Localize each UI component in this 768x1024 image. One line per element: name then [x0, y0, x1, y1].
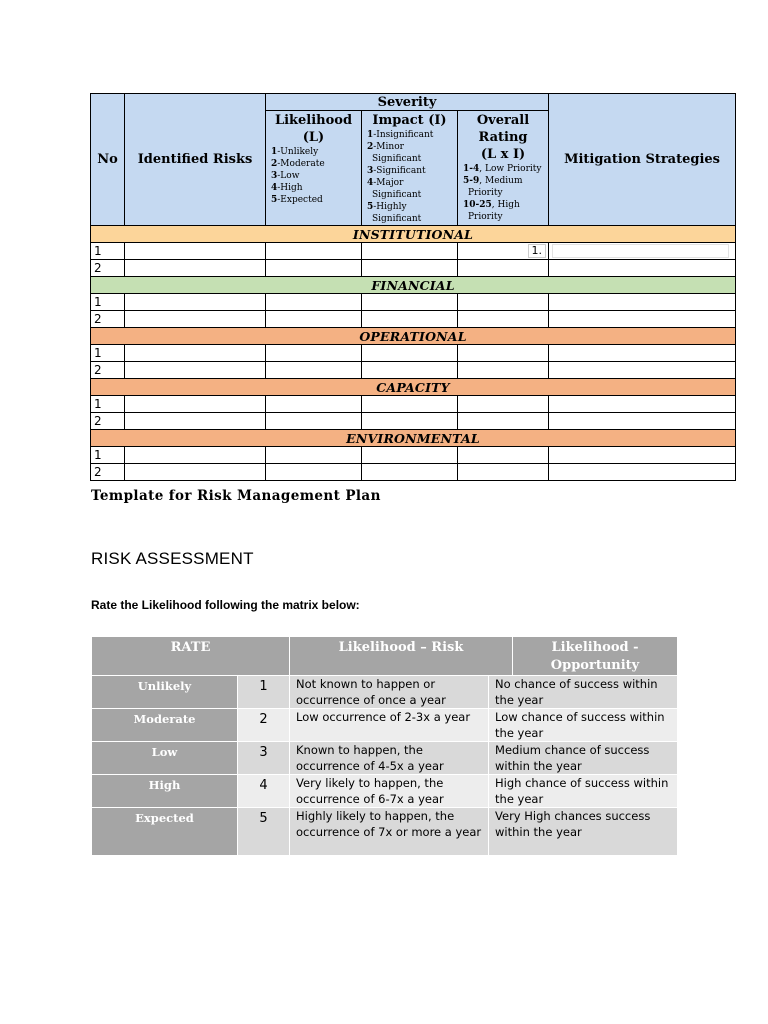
risk-row — [91, 243, 736, 260]
empty-cell[interactable] — [125, 413, 266, 430]
header-impact — [362, 111, 458, 226]
empty-cell[interactable] — [266, 260, 362, 277]
likelihood-scale-label: -Expected — [277, 195, 323, 205]
row-number: 1 — [91, 243, 125, 260]
impact-scale-label: Significant — [372, 214, 422, 224]
empty-cell[interactable] — [125, 243, 266, 260]
impact-scale-item — [367, 141, 457, 153]
input-placeholder-box[interactable] — [552, 244, 729, 258]
category-row — [91, 328, 736, 345]
rate-number: 1 — [238, 676, 290, 709]
likelihood-scale — [266, 146, 361, 206]
opportunity-description: Medium chance of success within the year — [489, 742, 678, 775]
overall-scale-label: , Low Priority — [479, 164, 542, 174]
overall-scale-item — [463, 163, 548, 175]
risk-row — [91, 396, 736, 413]
impact-scale-label: Significant — [372, 154, 422, 164]
category-label: FINANCIAL — [91, 277, 736, 294]
empty-cell[interactable] — [549, 464, 736, 481]
empty-cell[interactable] — [549, 362, 736, 379]
empty-cell[interactable] — [458, 447, 549, 464]
category-label: ENVIRONMENTAL — [91, 430, 736, 447]
likelihood-scale-num: 1 — [271, 147, 278, 157]
empty-cell[interactable] — [458, 243, 549, 260]
empty-cell[interactable] — [266, 294, 362, 311]
empty-cell[interactable] — [125, 311, 266, 328]
impact-scale-item — [367, 201, 457, 213]
empty-cell[interactable] — [266, 464, 362, 481]
empty-cell[interactable] — [458, 413, 549, 430]
row-number: 1 — [91, 396, 125, 413]
matrix-row — [92, 676, 678, 709]
empty-cell[interactable] — [362, 311, 458, 328]
impact-scale-item — [367, 153, 457, 165]
empty-cell[interactable] — [549, 260, 736, 277]
likelihood-title: Likelihood — [274, 113, 353, 128]
impact-scale-item — [367, 165, 457, 177]
header-overall-rating — [458, 111, 549, 226]
risk-description: Very likely to happen, the occurrence of 6-7x a year — [290, 775, 489, 808]
category-label: CAPACITY — [91, 379, 736, 396]
row-number: 1 — [91, 447, 125, 464]
impact-scale-label: -Major — [373, 178, 404, 188]
empty-cell[interactable] — [266, 311, 362, 328]
impact-scale-label: Significant — [372, 190, 422, 200]
risk-description: Highly likely to happen, the occurrence of 7x or more a year — [290, 808, 489, 856]
likelihood-scale-item — [271, 146, 361, 158]
empty-cell[interactable] — [125, 396, 266, 413]
empty-cell[interactable] — [125, 362, 266, 379]
table-caption: Template for Risk Management Plan — [91, 488, 381, 504]
risk-row — [91, 413, 736, 430]
overall-scale — [458, 163, 548, 223]
rate-label: Low — [92, 742, 238, 775]
empty-cell[interactable] — [362, 413, 458, 430]
empty-cell[interactable] — [362, 243, 458, 260]
empty-cell[interactable] — [458, 396, 549, 413]
overall-scale-label: , High — [491, 200, 520, 210]
overall-scale-item — [463, 211, 548, 223]
category-row — [91, 277, 736, 294]
intro-text: Rate the Likelihood following the matrix below: — [91, 598, 360, 612]
rate-label: Expected — [92, 808, 238, 856]
empty-cell[interactable] — [125, 345, 266, 362]
risk-management-table — [90, 93, 736, 481]
empty-cell[interactable] — [266, 396, 362, 413]
risk-row — [91, 464, 736, 481]
overall-scale-label: Priority — [468, 212, 503, 222]
impact-scale-label: -Highly — [373, 202, 407, 212]
impact-scale-item — [367, 213, 457, 225]
matrix-row — [92, 742, 678, 775]
matrix-row — [92, 775, 678, 808]
row-number: 1 — [91, 294, 125, 311]
row-number: 2 — [91, 413, 125, 430]
matrix-header-group — [290, 637, 678, 676]
likelihood-scale-item — [271, 194, 361, 206]
matrix-header-risk: Likelihood – Risk — [338, 640, 464, 655]
rate-label: Moderate — [92, 709, 238, 742]
row-number: 2 — [91, 260, 125, 277]
empty-cell[interactable] — [362, 294, 458, 311]
impact-scale-item — [367, 129, 457, 141]
impact-scale-num: 2 — [367, 142, 374, 152]
likelihood-scale-label: -Low — [277, 171, 300, 181]
risk-row — [91, 345, 736, 362]
likelihood-matrix — [91, 636, 678, 856]
likelihood-scale-item — [271, 182, 361, 194]
section-title: RISK ASSESSMENT — [91, 549, 254, 568]
empty-cell[interactable] — [266, 413, 362, 430]
empty-cell[interactable] — [458, 464, 549, 481]
impact-scale — [362, 129, 457, 225]
impact-scale-item — [367, 189, 457, 201]
matrix-header-rate: RATE — [92, 637, 290, 676]
rate-number: 3 — [238, 742, 290, 775]
category-label: INSTITUTIONAL — [91, 226, 736, 243]
likelihood-scale-label: -Moderate — [277, 159, 325, 169]
likelihood-scale-num: 2 — [271, 159, 278, 169]
empty-cell[interactable] — [549, 447, 736, 464]
impact-scale-item — [367, 177, 457, 189]
likelihood-scale-label: -Unlikely — [277, 147, 319, 157]
empty-cell[interactable] — [458, 311, 549, 328]
risk-row — [91, 260, 736, 277]
empty-cell[interactable] — [549, 294, 736, 311]
likelihood-scale-num: 5 — [271, 195, 278, 205]
empty-cell[interactable] — [362, 447, 458, 464]
risk-row — [91, 447, 736, 464]
matrix-row — [92, 709, 678, 742]
row-number: 2 — [91, 311, 125, 328]
rate-label: Unlikely — [92, 676, 238, 709]
likelihood-scale-item — [271, 170, 361, 182]
matrix-header-opportunity: Likelihood - Opportunity — [512, 637, 677, 675]
impact-scale-num: 1 — [367, 130, 374, 140]
category-row — [91, 430, 736, 447]
overall-scale-label: Priority — [468, 188, 503, 198]
impact-scale-num: 3 — [367, 166, 374, 176]
empty-cell[interactable] — [266, 447, 362, 464]
row-number: 1 — [91, 345, 125, 362]
empty-cell[interactable] — [549, 345, 736, 362]
category-label: OPERATIONAL — [91, 328, 736, 345]
impact-scale-label: -Minor — [373, 142, 404, 152]
impact-scale-label: -Insignificant — [373, 130, 434, 140]
overall-scale-num: 5-9 — [463, 176, 480, 186]
rate-number: 4 — [238, 775, 290, 808]
empty-cell[interactable] — [458, 294, 549, 311]
risk-description: Known to happen, the occurrence of 4-5x a year — [290, 742, 489, 775]
risk-description: Low occurrence of 2-3x a year — [290, 709, 489, 742]
empty-cell[interactable] — [549, 311, 736, 328]
empty-cell[interactable] — [549, 413, 736, 430]
risk-row — [91, 294, 736, 311]
empty-cell[interactable] — [458, 362, 549, 379]
overall-scale-num: 1-4 — [463, 164, 480, 174]
impact-title: Impact (I) — [372, 113, 447, 128]
impact-scale-num: 4 — [367, 178, 374, 188]
risk-row — [91, 362, 736, 379]
overall-scale-item — [463, 199, 548, 211]
empty-cell[interactable] — [549, 396, 736, 413]
empty-cell[interactable] — [125, 260, 266, 277]
header-no: No — [91, 94, 125, 226]
likelihood-scale-item — [271, 158, 361, 170]
risk-row — [91, 311, 736, 328]
overall-scale-label: , Medium — [479, 176, 523, 186]
rate-number: 5 — [238, 808, 290, 856]
overall-scale-item — [463, 175, 548, 187]
row-number: 2 — [91, 464, 125, 481]
empty-cell[interactable] — [362, 345, 458, 362]
empty-cell[interactable] — [549, 243, 736, 260]
empty-cell[interactable] — [362, 396, 458, 413]
opportunity-description: Very High chances success within the year — [489, 808, 678, 856]
opportunity-description: No chance of success within the year — [489, 676, 678, 709]
impact-scale-label: -Significant — [373, 166, 426, 176]
header-likelihood — [266, 111, 362, 226]
overall-title-3: (L x I) — [480, 147, 526, 162]
overall-scale-item — [463, 187, 548, 199]
header-identified-risks: Identified Risks — [125, 94, 266, 226]
empty-cell[interactable] — [362, 362, 458, 379]
rate-label: High — [92, 775, 238, 808]
empty-cell[interactable] — [125, 294, 266, 311]
empty-cell[interactable] — [458, 260, 549, 277]
empty-cell[interactable] — [266, 362, 362, 379]
likelihood-scale-label: -High — [277, 183, 303, 193]
rate-number: 2 — [238, 709, 290, 742]
row-number: 2 — [91, 362, 125, 379]
overall-title-2: Rating — [478, 130, 528, 145]
empty-cell[interactable] — [125, 464, 266, 481]
opportunity-description: Low chance of success within the year — [489, 709, 678, 742]
category-row — [91, 226, 736, 243]
empty-cell[interactable] — [266, 243, 362, 260]
empty-cell[interactable] — [125, 447, 266, 464]
overall-title: Overall — [476, 113, 530, 128]
likelihood-scale-num: 4 — [271, 183, 278, 193]
empty-cell[interactable] — [362, 464, 458, 481]
likelihood-scale-num: 3 — [271, 171, 278, 181]
matrix-row — [92, 808, 678, 856]
impact-scale-num: 5 — [367, 202, 374, 212]
category-row — [91, 379, 736, 396]
opportunity-description: High chance of success within the year — [489, 775, 678, 808]
empty-cell[interactable] — [266, 345, 362, 362]
empty-cell[interactable] — [458, 345, 549, 362]
overall-scale-num: 10-25 — [463, 200, 492, 210]
list-marker: 1. — [528, 244, 547, 258]
likelihood-subtitle: (L) — [302, 130, 325, 145]
header-severity: Severity — [266, 94, 549, 111]
empty-cell[interactable] — [362, 260, 458, 277]
risk-description: Not known to happen or occurrence of once a year — [290, 676, 489, 709]
header-mitigation: Mitigation Strategies — [549, 94, 736, 226]
